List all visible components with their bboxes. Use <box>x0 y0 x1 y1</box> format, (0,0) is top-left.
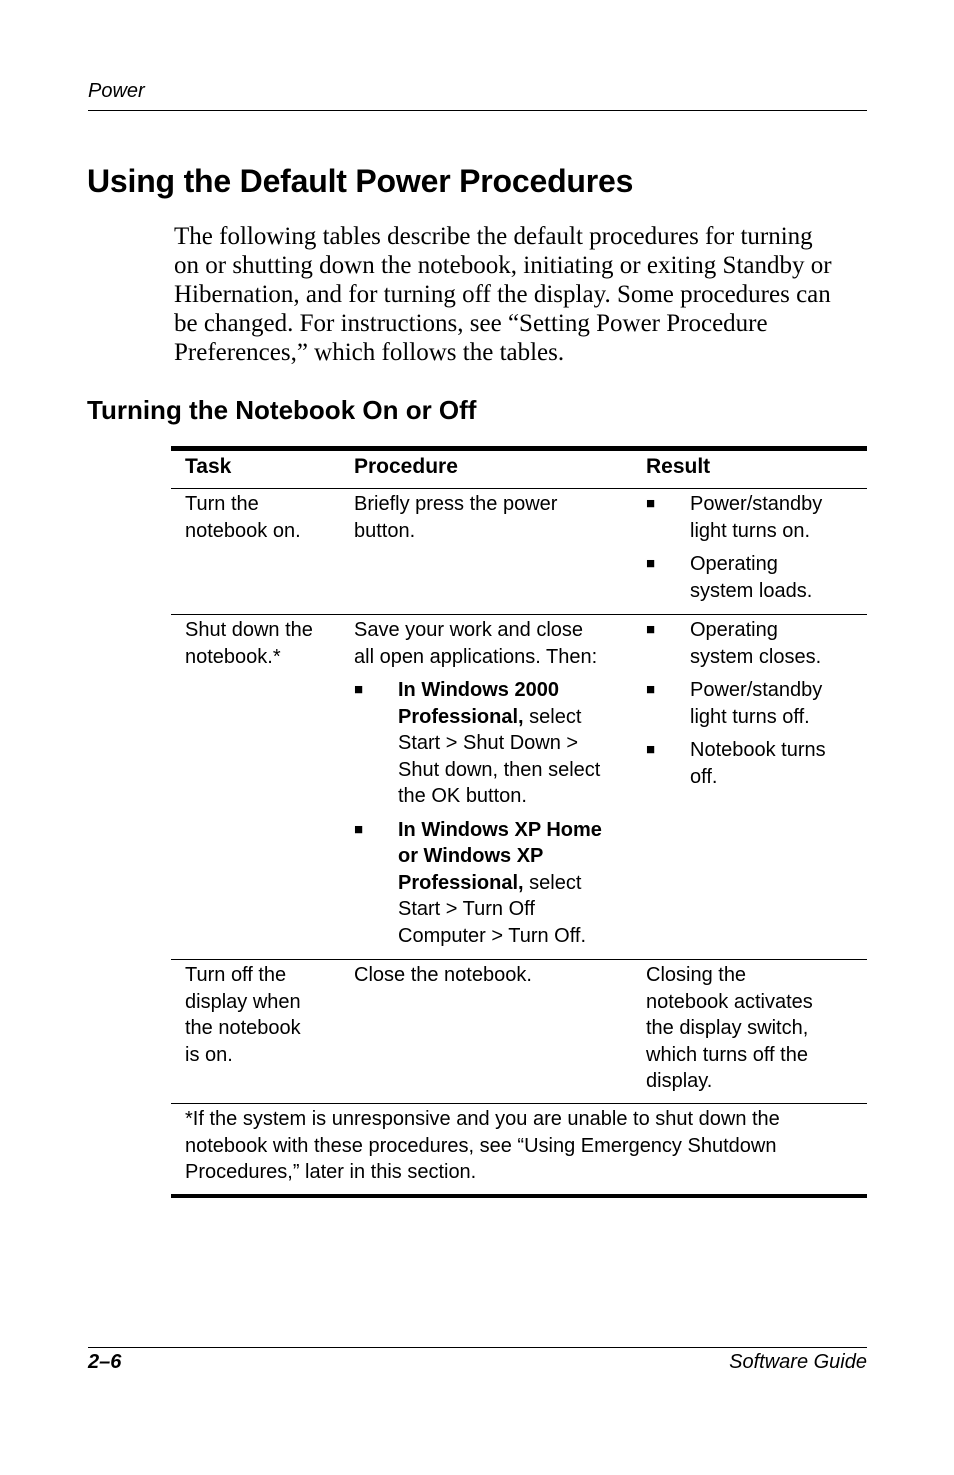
document-name: Software Guide <box>729 1351 867 1373</box>
bullet-square-icon: ■ <box>646 555 656 572</box>
result-bullet <box>646 491 867 544</box>
task-cell: Shut down the notebook.* <box>185 619 313 668</box>
bullet-square-icon: ■ <box>646 495 656 512</box>
procedure-bullet-rest: select Start > Shut Down > Shut down, then select the OK button. <box>398 705 601 807</box>
column-header-task: Task <box>185 455 232 478</box>
procedure-bullet-text <box>398 677 600 810</box>
intro-line: be changed. For instructions, see “Setting Power Procedure <box>174 310 768 337</box>
procedure-cell: Briefly press the power button. <box>354 493 558 542</box>
bullet-square-icon: ■ <box>354 820 364 838</box>
page-title: Using the Default Power Procedures <box>87 163 634 199</box>
table-row <box>171 959 867 1103</box>
result-cell <box>646 489 867 614</box>
footnote-text: *If the system is unresponsive and you are unable to shut down the notebook with these procedures, see “Using Emergency Shutdown Procedures,” later in this section. <box>185 1108 780 1183</box>
intro-line: The following tables describe the default procedures for turning <box>174 223 813 250</box>
column-header-result: Result <box>646 455 711 478</box>
result-cell <box>646 615 867 959</box>
task-cell: Turn off the display when the notebook is on. <box>185 964 301 1066</box>
result-text: Operating system loads. <box>690 553 813 602</box>
page-number: 2–6 <box>88 1351 122 1373</box>
result-text: Operating system closes. <box>690 619 822 668</box>
result-bullet <box>646 737 867 790</box>
bullet-square-icon: ■ <box>646 621 656 638</box>
procedure-intro: Save your work and close all open applications. Then: <box>354 619 598 668</box>
intro-line: Preferences,” which follows the tables. <box>174 339 565 366</box>
footer-rule <box>88 1347 867 1348</box>
header-rule <box>88 110 867 111</box>
result-text: Power/standby light turns off. <box>690 679 823 728</box>
running-header: Power <box>88 80 145 102</box>
bullet-square-icon: ■ <box>354 681 364 698</box>
result-text: Power/standby light turns on. <box>690 493 823 542</box>
table-footnote <box>171 1103 867 1194</box>
intro-line: on or shutting down the notebook, initiating or exiting Standby or <box>174 252 832 279</box>
result-bullet <box>646 551 867 604</box>
table-header-row <box>171 451 867 488</box>
result-text: Notebook turns off. <box>690 739 826 788</box>
procedure-cell: Close the notebook. <box>354 964 532 986</box>
intro-line: Hibernation, and for turning off the display. Some procedures can <box>174 281 831 308</box>
procedure-bullet-text <box>398 817 602 950</box>
procedure-cell <box>354 615 646 959</box>
section-heading: Turning the Notebook On or Off <box>87 395 477 425</box>
bullet-square-icon: ■ <box>646 741 656 758</box>
bullet-square-icon: ■ <box>646 681 656 698</box>
column-header-procedure: Procedure <box>354 455 458 478</box>
procedure-bullet <box>354 817 646 950</box>
procedure-bullet-bold: In Windows XP Home or Windows XP Professional, <box>398 818 602 894</box>
task-cell: Turn the notebook on. <box>185 493 301 542</box>
procedure-bullet <box>354 677 646 810</box>
intro-paragraph <box>174 222 874 367</box>
table-row <box>171 614 867 959</box>
result-cell: Closing the notebook activates the display switch, which turns off the display. <box>646 964 813 1092</box>
power-procedures-table <box>171 446 867 1198</box>
table-row <box>171 488 867 614</box>
result-bullet <box>646 677 867 730</box>
procedure-bullet-rest: select Start > Turn Off Computer > Turn Off. <box>398 871 587 947</box>
procedure-bullet-bold: In Windows 2000 Professional, <box>398 679 559 728</box>
result-bullet <box>646 617 867 670</box>
